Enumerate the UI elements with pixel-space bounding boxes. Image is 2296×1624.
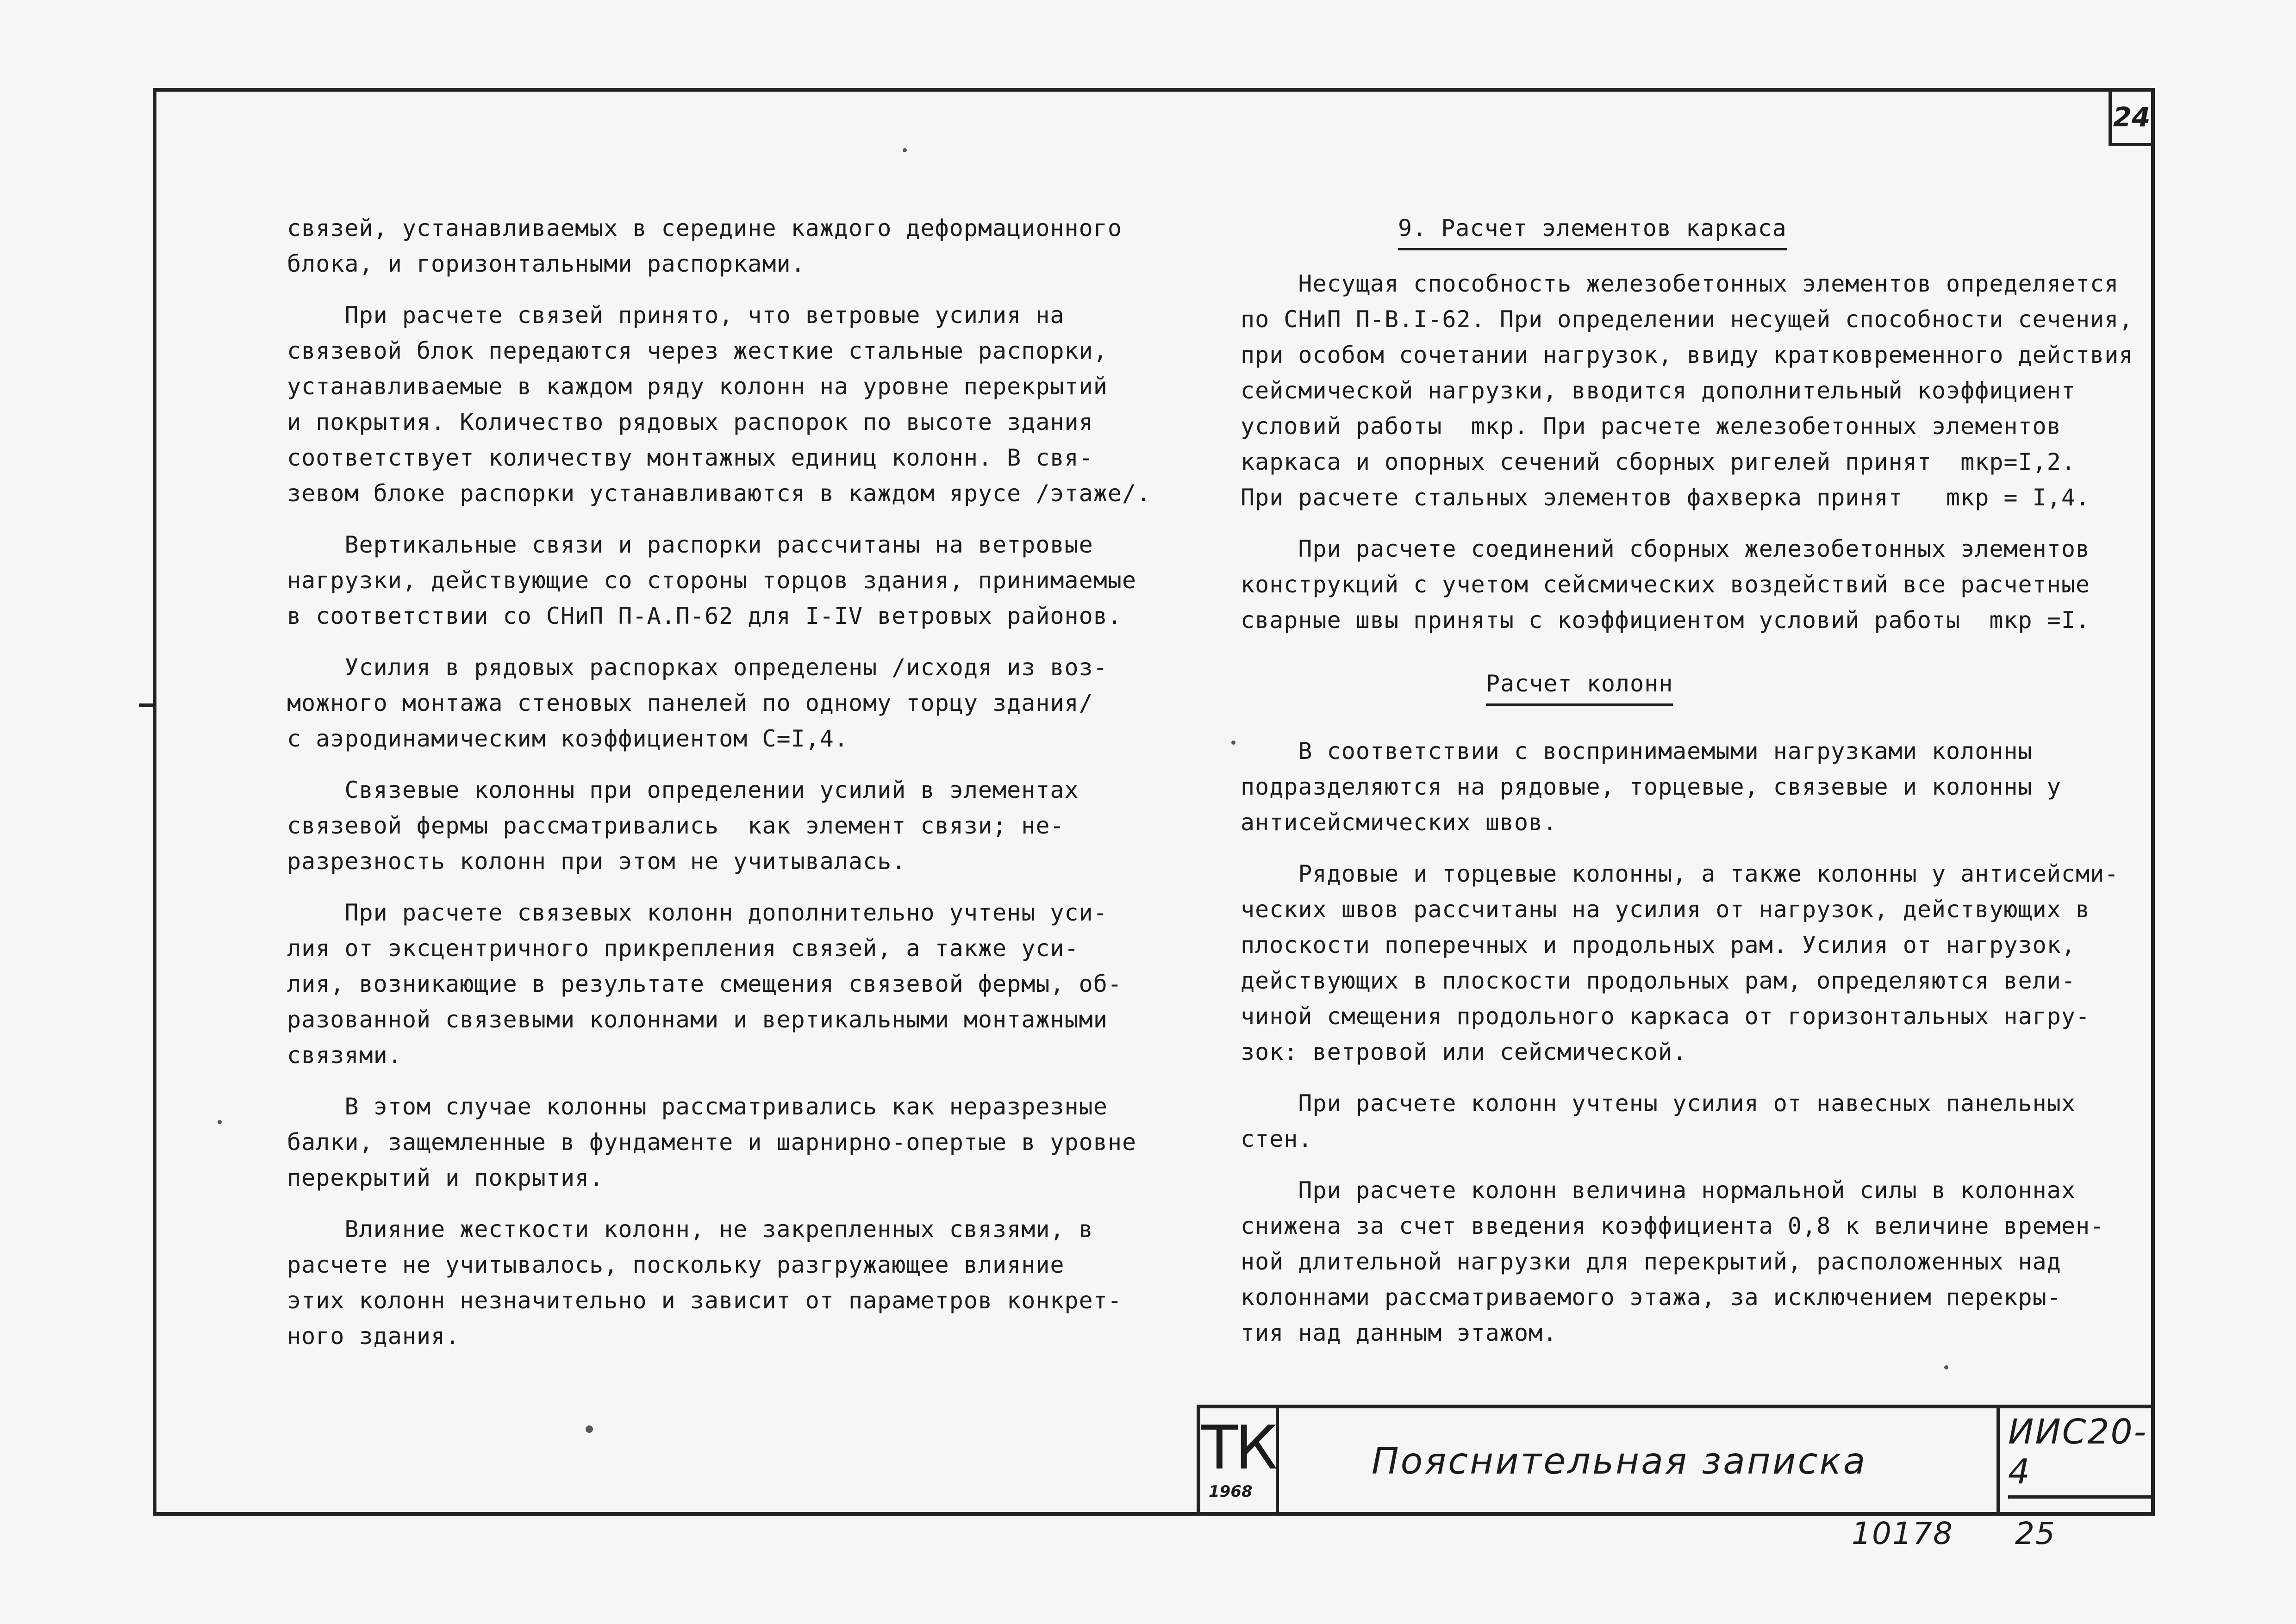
text-line: в соответствии со СНиП П-А.П-62 для I-IV ветровых районов. [287, 603, 1122, 629]
text-line: соответствует количеству монтажных единиц колонн. В свя- [287, 444, 1093, 471]
text-line: стен. [1241, 1126, 1313, 1152]
text-line: при особом сочетании нагрузок, ввиду кратковременного действия [1241, 342, 2134, 368]
text-line: В этом случае колонны рассматривались как неразрезные [287, 1093, 1108, 1120]
text-line: При расчете связевых колонн дополнительно учтены уси- [287, 899, 1108, 926]
text-line: зок: ветровой или сейсмической. [1241, 1039, 1687, 1065]
text-line: сейсмической нагрузки, вводится дополнительный коэффициент [1241, 377, 2076, 404]
left-column [287, 211, 1167, 1354]
title-block [1197, 1405, 2155, 1516]
text-line: действующих в плоскости продольных рам, определяются вели- [1241, 967, 2076, 994]
text-line: каркаса и опорных сечений сборных ригелей принят mкр=I,2. [1241, 448, 2076, 475]
text-line: тия над данным этажом. [1241, 1319, 1558, 1346]
org-stamp-cell [1200, 1408, 1279, 1516]
text-line: связей, устанавливаемых в середине каждого деформационного [287, 215, 1122, 242]
text-line: антисейсмических швов. [1241, 809, 1558, 836]
sheet-number: 25 [2015, 1516, 2056, 1551]
text-line: колоннами рассматриваемого этажа, за исключением перекры- [1241, 1284, 2061, 1311]
text-line: расчете не учитывалось, поскольку разгружающее влияние [287, 1251, 1065, 1278]
text-line: Вертикальные связи и распорки рассчитаны на ветровые [287, 531, 1093, 558]
archive-numbers [1852, 1516, 2056, 1551]
scan-speck [903, 148, 907, 152]
text-line: Несущая способность железобетонных элементов определяется [1241, 270, 2119, 297]
text-line: лия, возникающие в результате смещения связевой фермы, об- [287, 971, 1122, 997]
text-line: балки, защемленные в фундаменте и шарнирно-опертые в уровне [287, 1129, 1137, 1156]
text-line: сварные швы приняты с коэффициентом условий работы mкр =I. [1241, 607, 2090, 634]
text-line: ного здания. [287, 1323, 460, 1350]
right-column [1241, 211, 2139, 1351]
text-line: нагрузки, действующие со стороны торцов здания, принимаемые [287, 567, 1137, 594]
page-number: 24 [2109, 91, 2152, 146]
binding-tick-mark [139, 703, 156, 707]
scan-speck [218, 1120, 222, 1124]
text-line: разованной связевыми колоннами и вертикальными монтажными [287, 1006, 1108, 1033]
text-line: можного монтажа стеновых панелей по одному торцу здания/ [287, 690, 1093, 716]
text-line: Влияние жесткости колонн, не закрепленных связями, в [287, 1216, 1093, 1243]
org-mark: ТК [1201, 1412, 1275, 1483]
text-line: При расчете связей принято, что ветровые усилия на [287, 302, 1065, 329]
text-line: связями. [287, 1042, 402, 1069]
text-line: При расчете соединений сборных железобетонных элементов [1241, 535, 2090, 562]
scan-speck [586, 1425, 593, 1433]
text-line: конструкций с учетом сейсмических воздействий все расчетные [1241, 571, 2090, 598]
section-heading: 9. Расчет элементов каркаса [1398, 211, 1787, 250]
text-line: лия от эксцентричного прикрепления связей, а также уси- [287, 935, 1079, 962]
text-line: связевой фермы рассматривались как элемент связи; не- [287, 812, 1065, 839]
text-line: и покрытия. Количество рядовых распорок по высоте здания [287, 409, 1093, 436]
text-line: Рядовые и торцевые колонны, а также колонны у антисейсми- [1241, 860, 2119, 887]
right-paragraphs-b [1241, 734, 2139, 1351]
inventory-number: 10178 [1852, 1516, 1953, 1551]
text-line: подразделяются на рядовые, торцевые, связевые и колонны у [1241, 773, 2061, 800]
text-line: по СНиП П-В.I-62. При определении несущей способности сечения, [1241, 306, 2134, 333]
text-line: устанавливаемые в каждом ряду колонн на уровне перекрытий [287, 373, 1108, 400]
document-title: Пояснительная записка [1372, 1441, 1867, 1482]
text-line: перекрытий и покрытия. [287, 1164, 604, 1191]
series-code-cell [1997, 1408, 2155, 1516]
text-line: При расчете колонн величина нормальной силы в колоннах [1241, 1177, 2076, 1204]
text-line: с аэродинамическим коэффициентом С=I,4. [287, 725, 849, 752]
right-paragraphs-a [1241, 266, 2139, 638]
text-line: снижена за счет введения коэффициента 0,8 к величине времен- [1241, 1213, 2105, 1239]
text-line: При расчете колонн учтены усилия от навесных панельных [1241, 1090, 2076, 1117]
text-line: зевом блоке распорки устанавливаются в каждом ярусе /этаже/. [287, 480, 1151, 507]
text-line: Усилия в рядовых распорках определены /исходя из воз- [287, 654, 1108, 681]
subheading-columns: Расчет колонн [1486, 666, 1673, 706]
year: 1968 [1209, 1482, 1253, 1501]
scan-speck [1231, 740, 1235, 745]
text-line: ческих швов рассчитаны на усилия от нагрузок, действующих в [1241, 896, 2090, 923]
text-line: ной длительной нагрузки для перекрытий, расположенных над [1241, 1248, 2061, 1275]
text-line: этих колонн незначительно и зависит от параметров конкрет- [287, 1287, 1122, 1314]
text-line: При расчете стальных элементов фахверка принят mкр = I,4. [1241, 484, 2090, 511]
text-line: В соответствии с воспринимаемыми нагрузками колонны [1241, 738, 2033, 765]
text-line: плоскости поперечных и продольных рам. Усилия от нагрузок, [1241, 932, 2076, 958]
text-line: условий работы mкр. При расчете железобетонных элементов [1241, 413, 2061, 440]
text-line: разрезность колонн при этом не учитывалась. [287, 848, 906, 875]
text-line: блока, и горизонтальными распорками. [287, 250, 805, 277]
text-line: чиной смещения продольного каркаса от горизонтальных нагру- [1241, 1003, 2090, 1030]
scan-speck [1944, 1365, 1948, 1369]
series-code: ИИС20-4 [2008, 1412, 2152, 1499]
text-line: Связевые колонны при определении усилий в элементах [287, 777, 1079, 803]
text-line: связевой блок передаются через жесткие стальные распорки, [287, 337, 1108, 364]
